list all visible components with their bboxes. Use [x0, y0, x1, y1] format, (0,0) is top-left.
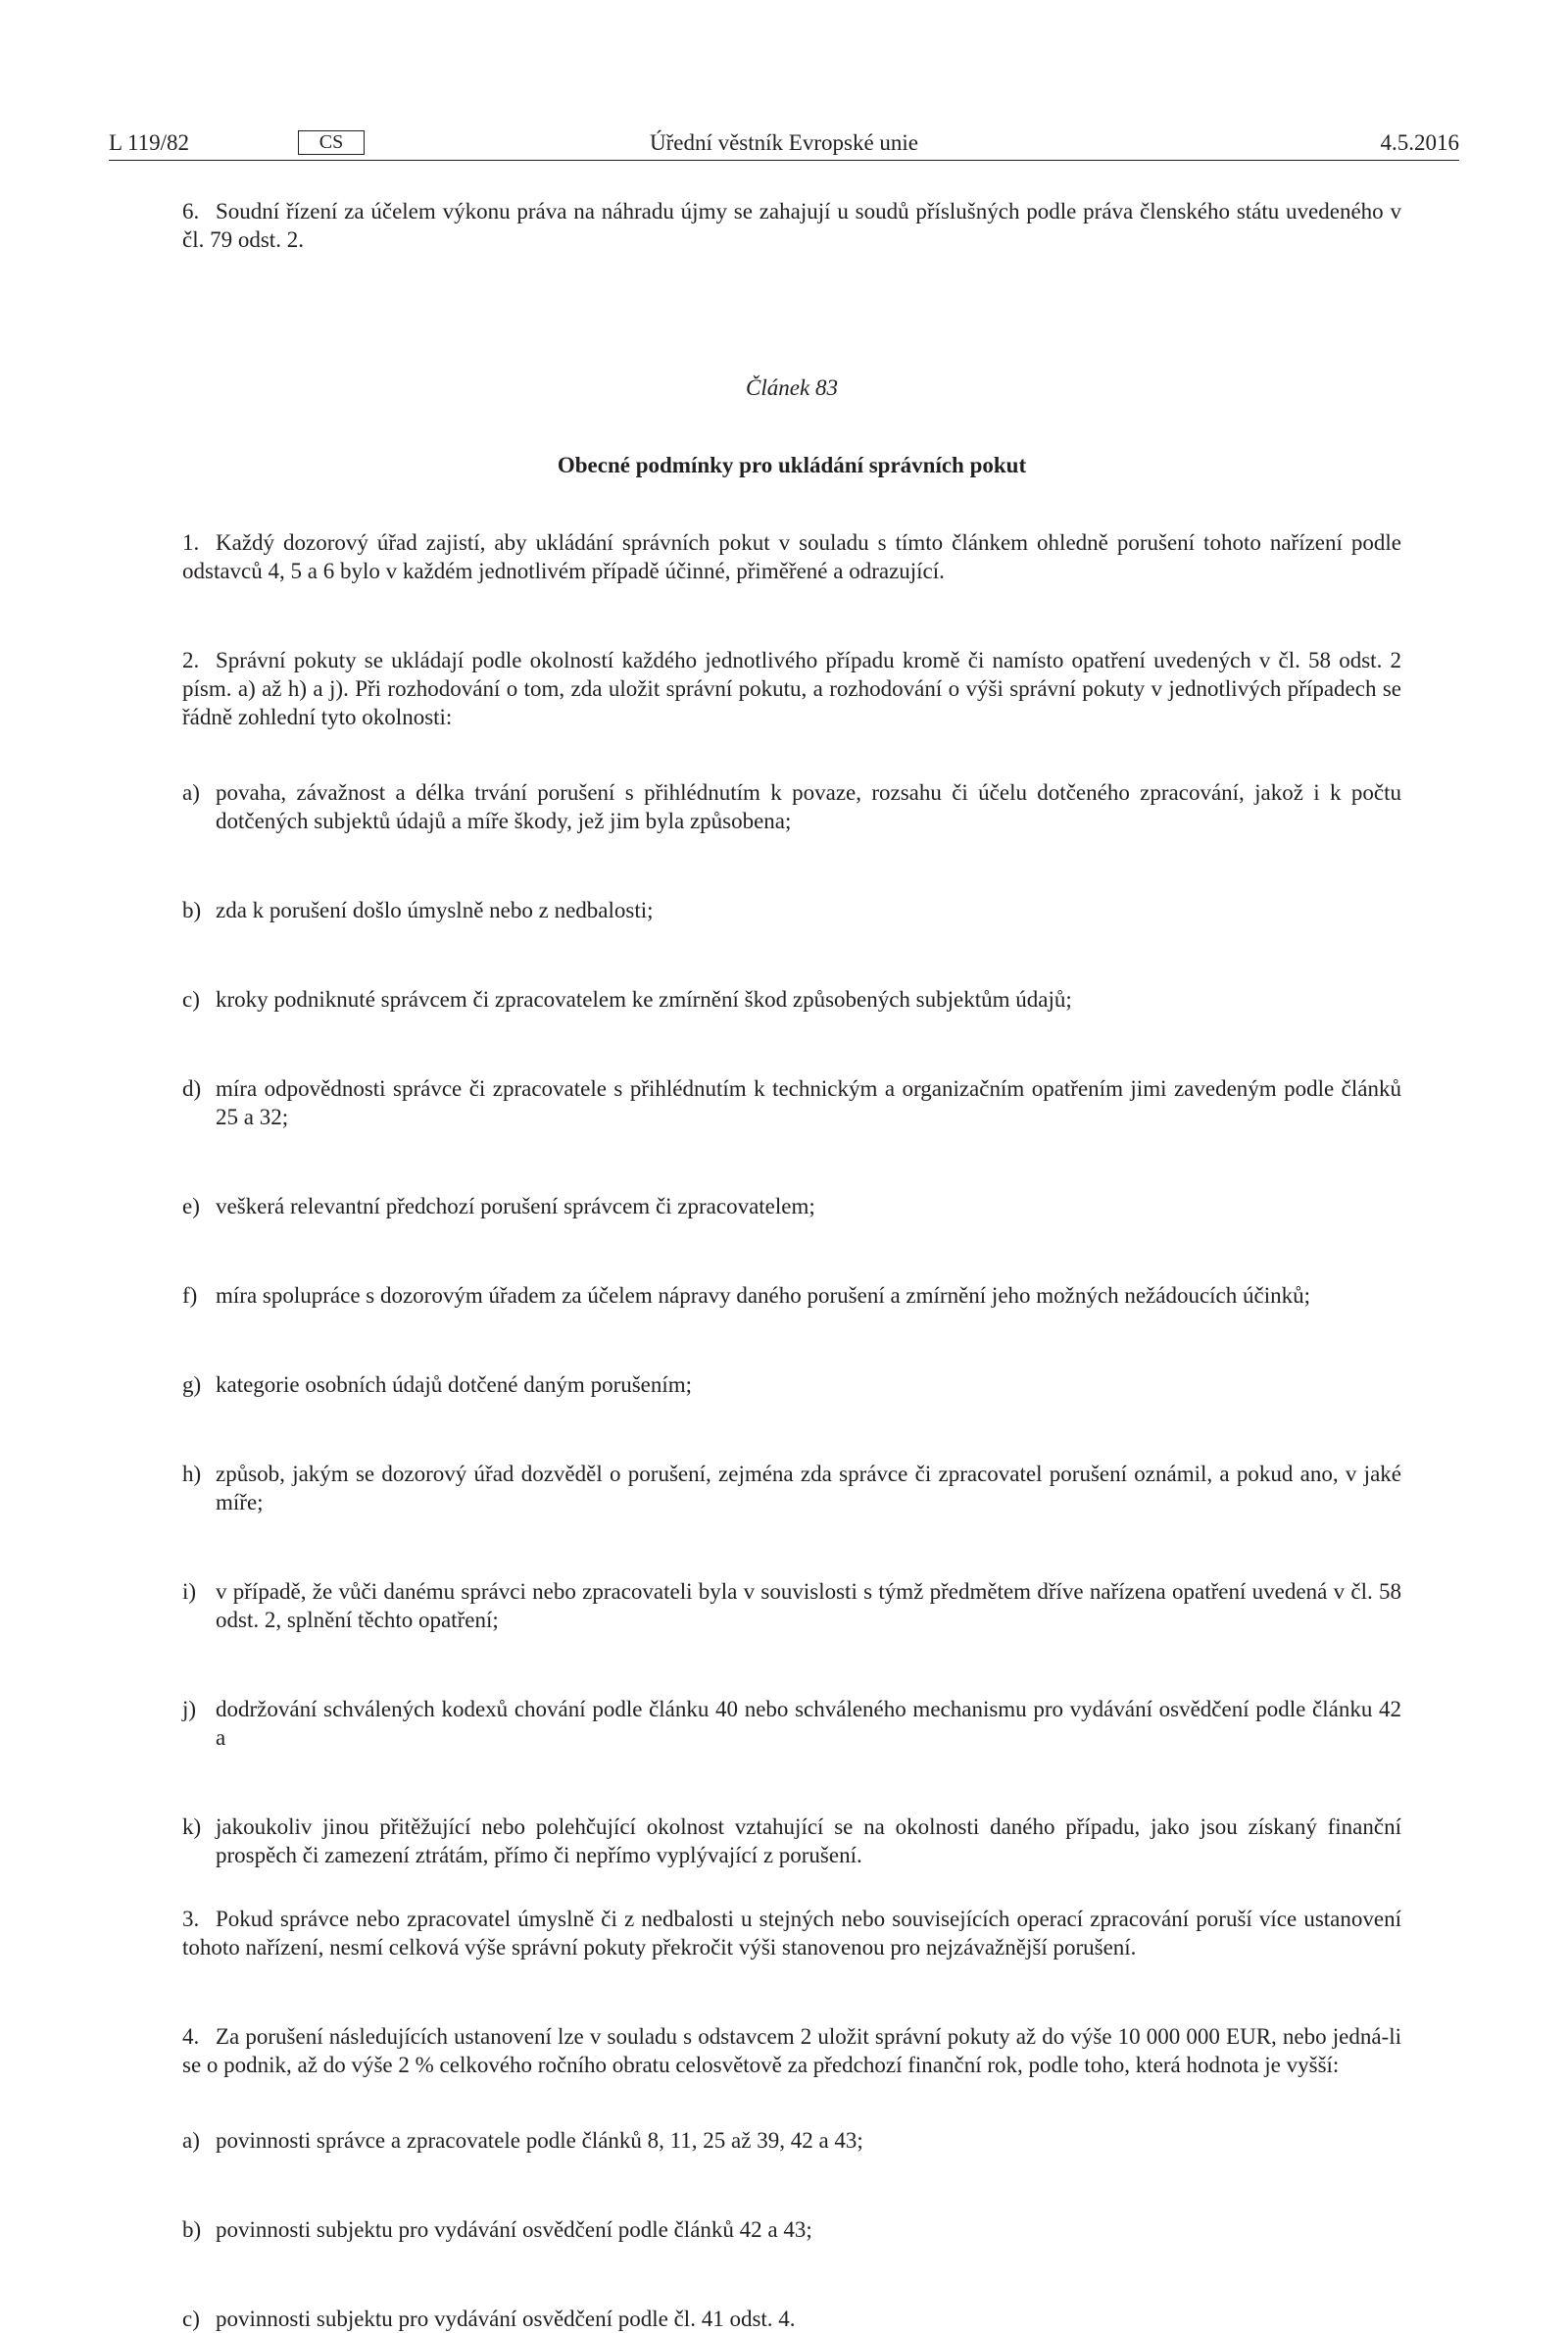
- list-item: [182, 896, 1401, 924]
- paragraph-6: [182, 197, 1401, 254]
- list-item: [182, 1812, 1401, 1869]
- list-label: a): [182, 780, 200, 805]
- document-body: [182, 197, 1401, 2333]
- journal-reference: L 119/82: [109, 130, 189, 155]
- list-label: e): [182, 1194, 200, 1218]
- list-label: j): [182, 1697, 197, 1721]
- list-label: c): [182, 987, 200, 1012]
- paragraph-number: 4.: [182, 2024, 200, 2049]
- list-text: povinnosti správce a zpracovatele podle článků 8, 11, 25 až 39, 42 a 43;: [216, 2128, 863, 2153]
- list-item: [182, 778, 1401, 835]
- list-item: [182, 1695, 1401, 1752]
- list-item: [182, 2126, 1401, 2155]
- paragraph-4: [182, 2022, 1401, 2079]
- list-text: dodržování schválených kodexů chování podle článku 40 nebo schváleného mechanismu pro vydávání osvědčení podle článku 42 a: [216, 1697, 1401, 1750]
- list-label: b): [182, 898, 202, 922]
- list-text: veškerá relevantní předchozí porušení správcem či zpracovatelem;: [216, 1194, 815, 1218]
- list-label: c): [182, 2307, 200, 2331]
- list-text: míra odpovědnosti správce či zpracovatele s přihlédnutím k technickým a organizačním opatřením jimi zavedeným podle článků 25 a 32;: [216, 1076, 1401, 1129]
- list-text: kategorie osobních údajů dotčené daným porušením;: [216, 1372, 693, 1397]
- list-item: [182, 2305, 1401, 2333]
- article-number: Článek 83: [746, 375, 838, 400]
- paragraph-text: Pokud správce nebo zpracovatel úmyslně či z nedbalosti u stejných nebo souvisejících operací zpracování poruší více ustanovení tohoto nařízení, nesmí celková výše správní pokuty překročit výši stanovenou pro nejzávažnější porušení.: [182, 1907, 1401, 1960]
- list-item: [182, 1460, 1401, 1516]
- list-label: g): [182, 1372, 202, 1397]
- journal-title: Úřední věstník Evropské unie: [649, 130, 919, 155]
- list-label: i): [182, 1579, 197, 1604]
- list-item: [182, 985, 1401, 1014]
- paragraph-number: 2.: [182, 648, 200, 672]
- list-text: zda k porušení došlo úmyslně nebo z nedbalosti;: [216, 898, 654, 922]
- page-header: [109, 128, 1459, 161]
- list-item: [182, 1074, 1401, 1131]
- paragraph-text: Správní pokuty se ukládají podle okolností každého jednotlivého případu kromě či namísto opatření uvedených v čl. 58 odst. 2 písm. a) až h) a j). Při rozhodování o tom, zda uložit správní pokutu, a rozhodování o výši správní pokuty v jednotlivých případech se řádně zohlední tyto okolnosti:: [182, 648, 1401, 729]
- list-item: [182, 1370, 1401, 1399]
- list-text: kroky podniknuté správcem či zpracovatelem ke zmírnění škod způsobených subjektům údajů;: [216, 987, 1072, 1012]
- list-label: a): [182, 2128, 200, 2153]
- language-badge: CS: [298, 130, 365, 155]
- list-text: v případě, že vůči danému správci nebo zpracovateli byla v souvislosti s týmž předmětem dříve nařízena opatření uvedená v čl. 58 odst. 2, splnění těchto opatření;: [216, 1579, 1401, 1632]
- list-text: způsob, jakým se dozorový úřad dozvěděl o porušení, zejména zda správce či zpracovatel porušení oznámil, a pokud ano, v jaké míře;: [216, 1462, 1401, 1514]
- article-title: Obecné podmínky pro ukládání správních pokut: [557, 453, 1027, 477]
- list-label: f): [182, 1283, 198, 1308]
- list-text: povinnosti subjektu pro vydávání osvědčení podle článků 42 a 43;: [216, 2217, 812, 2242]
- paragraph-text: Každý dozorový úřad zajistí, aby ukládání správních pokut v souladu s tímto článkem ohledně porušení tohoto nařízení podle odstavců 4, 5 a 6 bylo v každém jednotlivém případě účinné, přiměřené a odrazující.: [182, 530, 1401, 583]
- paragraph-1: [182, 528, 1401, 585]
- list-text: povaha, závažnost a délka trvání porušení s přihlédnutím k povaze, rozsahu či účelu dotčeného zpracování, jakož i k počtu dotčených subjektů údajů a míře škody, jež jim byla způsobena;: [216, 780, 1401, 833]
- list-item: [182, 2215, 1401, 2244]
- paragraph-3: [182, 1905, 1401, 1961]
- list-text: jakoukoliv jinou přitěžující nebo polehčující okolnost vztahující se na okolnosti daného případu, jako jsou získaný finanční prospěch či zamezení ztrátám, přímo či nepřímo vyplývající z porušení.: [216, 1814, 1401, 1867]
- list-label: k): [182, 1814, 202, 1839]
- list-label: h): [182, 1462, 202, 1486]
- paragraph-2: [182, 646, 1401, 731]
- list-item: [182, 1281, 1401, 1310]
- paragraph-text: Soudní řízení za účelem výkonu práva na náhradu újmy se zahajují u soudů příslušných podle práva členského státu uvedeného v čl. 79 odst. 2.: [182, 199, 1401, 252]
- list-text: povinnosti subjektu pro vydávání osvědčení podle čl. 41 odst. 4.: [216, 2307, 796, 2331]
- list-item: [182, 1577, 1401, 1634]
- paragraph-number: 6.: [182, 199, 200, 223]
- paragraph-text: Za porušení následujících ustanovení lze v souladu s odstavcem 2 uložit správní pokuty až do výše 10 000 000 EUR, nebo jedná-li se o podnik, až do výše 2 % celkového ročního obratu celosvětově za předchozí finanční rok, podle toho, která hodnota je vyšší:: [182, 2024, 1401, 2077]
- publication-date: 4.5.2016: [1380, 130, 1459, 155]
- list-label: b): [182, 2217, 202, 2242]
- list-label: d): [182, 1076, 202, 1101]
- paragraph-number: 3.: [182, 1907, 200, 1931]
- list-text: míra spolupráce s dozorovým úřadem za účelem nápravy daného porušení a zmírnění jeho možných nežádoucích účinků;: [216, 1283, 1311, 1308]
- paragraph-number: 1.: [182, 530, 200, 555]
- list-item: [182, 1192, 1401, 1220]
